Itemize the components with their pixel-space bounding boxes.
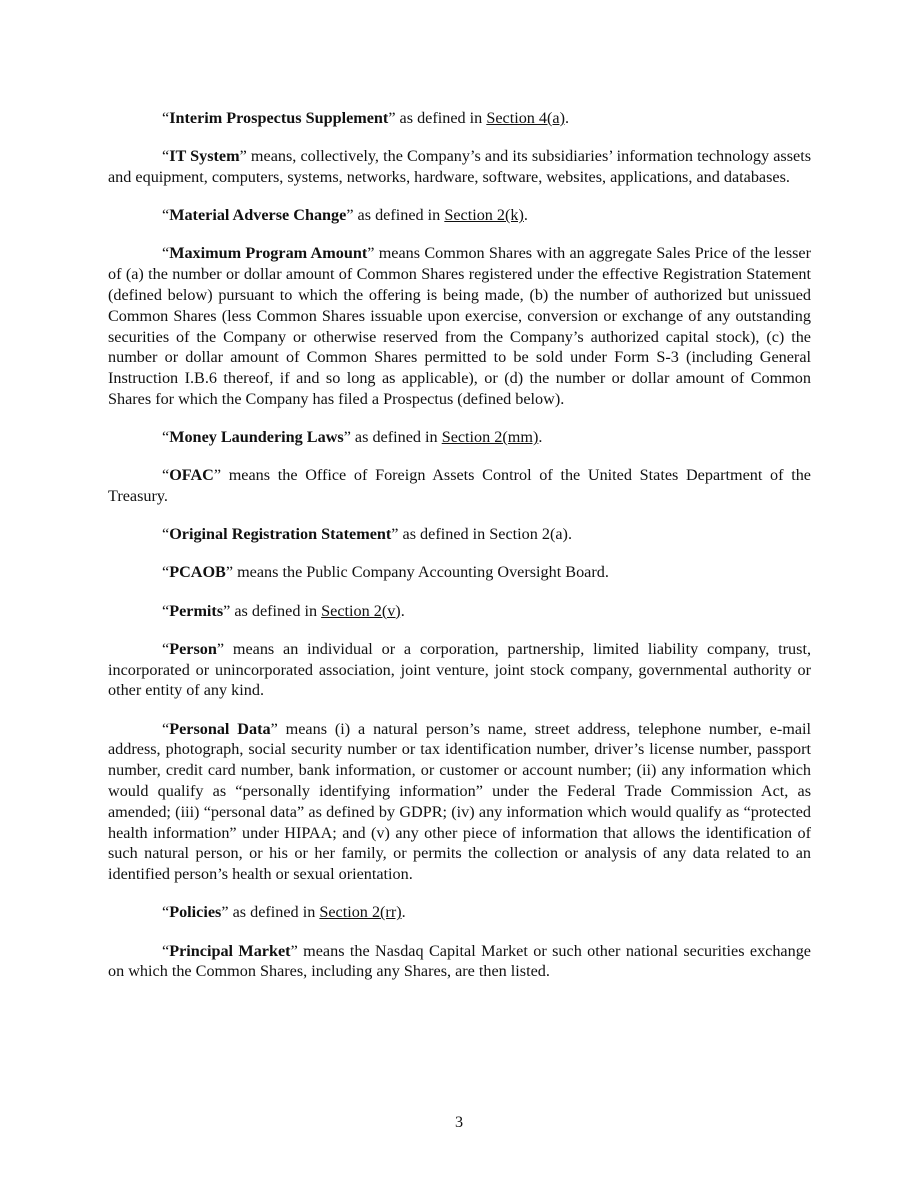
definition-text: ” as defined in — [223, 601, 322, 620]
definition-text: . — [400, 601, 405, 620]
definition-text: ” means Common Shares with an aggregate Sales Price of the lesser of (a) the number or dollar amount of Common Shares registered under the effective Registration Statement (defined below) pursuant to which the offering is being made, (b) the number of authorized but unissued Common Shares (less Common Shares issuable upon exercise, conversion or exchange of any outstanding securities of the Company or otherwise reserved from the Company’s authorized capital stock), (c) the number or dollar amount of Common Shares permitted to be sold under Form S-3 (including General Instruction I.B.6 thereof, if and so long as applicable), or (d) the number or dollar amount of Common Shares for which the Company has filed a Prospectus (defined below). — [108, 244, 812, 408]
definition-text: ” means the Office of Foreign Assets Control of the United States Department of the Treasury. — [108, 466, 811, 506]
definition-money-laundering-laws — [108, 427, 811, 448]
section-reference: Section 2(rr) — [319, 903, 402, 922]
definition-text: “ — [162, 206, 170, 225]
definition-text: “ — [162, 109, 170, 127]
definition-policies — [108, 902, 811, 923]
definition-text: ” means an individual or a corporation, partnership, limited liability company, trust, incorporated or unincorporated association, joint venture, joint stock company, governmental authority or other entity of any kind. — [108, 639, 811, 700]
definition-text: “ — [162, 466, 170, 485]
page-number: 3 — [454, 1113, 464, 1131]
definition-interim-prospectus-supplement — [108, 108, 811, 129]
definition-person — [108, 639, 811, 701]
definition-text: “ — [162, 563, 170, 582]
definition-personal-data — [108, 719, 811, 885]
definition-permits — [108, 601, 811, 622]
definition-text: “ — [162, 601, 170, 620]
document-page — [108, 108, 811, 1000]
definition-text: ” means the Nasdaq Capital Market or such other national securities exchange on which the Common Shares, including any Shares, are then listed. — [108, 941, 811, 981]
defined-term: IT System — [169, 147, 240, 166]
defined-term: Personal Data — [169, 719, 271, 738]
definition-text: “ — [162, 147, 170, 166]
definition-ofac — [108, 465, 811, 507]
defined-term: Person — [169, 639, 217, 658]
defined-term: Material Adverse Change — [169, 206, 347, 225]
defined-term: Permits — [169, 601, 224, 620]
defined-term: Money Laundering Laws — [169, 428, 344, 447]
section-reference: Section 2(v) — [321, 601, 401, 620]
definition-text: “ — [162, 244, 170, 263]
section-reference: Section 2(mm) — [441, 428, 539, 447]
definition-material-adverse-change — [108, 205, 811, 226]
definition-pcaob — [108, 562, 811, 583]
definition-text: ” means, collectively, the Company’s and its subsidiaries’ information technology assets and equipment, computers, systems, networks, hardware, software, websites, applications, and databases. — [108, 147, 811, 186]
definition-text: “ — [162, 428, 170, 447]
definition-text: ” means (i) a natural person’s name, street address, telephone number, e-mail address, photograph, social security number or tax identification number, driver’s license number, passport number, credit card number, bank information, or customer or account number; (ii) any information which would qualify as “personally identifying information” under the Federal Trade Commission Act, as amended; (iii) “personal data” as defined by GDPR; (iv) any information which would qualify as “protected health information” under HIPAA; and (v) any other piece of information that allows the identification of such natural person, or his or her family, or permits the collection or analysis of any data related to an identified person’s health or sexual orientation. — [108, 719, 811, 884]
definition-text: “ — [162, 525, 170, 544]
definition-principal-market — [108, 941, 811, 983]
defined-term: PCAOB — [169, 563, 226, 582]
definition-text: “ — [162, 639, 170, 658]
section-reference: Section 4(a) — [486, 109, 565, 127]
definition-text: ” means the Public Company Accounting Oversight Board. — [225, 563, 609, 582]
definition-text: . — [523, 206, 528, 225]
definition-original-registration-statement — [108, 524, 811, 545]
definition-it-system — [108, 146, 811, 188]
definition-maximum-program-amount — [108, 243, 811, 409]
defined-term: Policies — [169, 903, 222, 922]
definition-text: ” as defined in Section 2(a). — [391, 525, 572, 544]
definition-text: ” as defined in — [388, 109, 487, 127]
definition-text: . — [538, 428, 543, 447]
definition-text: ” as defined in — [346, 206, 445, 225]
defined-term: Maximum Program Amount — [169, 244, 368, 263]
defined-term: Original Registration Statement — [169, 525, 392, 544]
section-reference: Section 2(k) — [444, 206, 524, 225]
defined-term: Principal Market — [169, 941, 291, 960]
definition-text: ” as defined in — [343, 428, 442, 447]
definition-text: . — [565, 109, 570, 127]
definition-text: “ — [162, 903, 170, 922]
definition-text: . — [401, 903, 406, 922]
defined-term: OFAC — [169, 466, 214, 485]
defined-term: Interim Prospectus Supplement — [169, 109, 389, 127]
definition-text: ” as defined in — [221, 903, 320, 922]
definition-text: “ — [162, 941, 170, 960]
definition-text: “ — [162, 719, 170, 738]
